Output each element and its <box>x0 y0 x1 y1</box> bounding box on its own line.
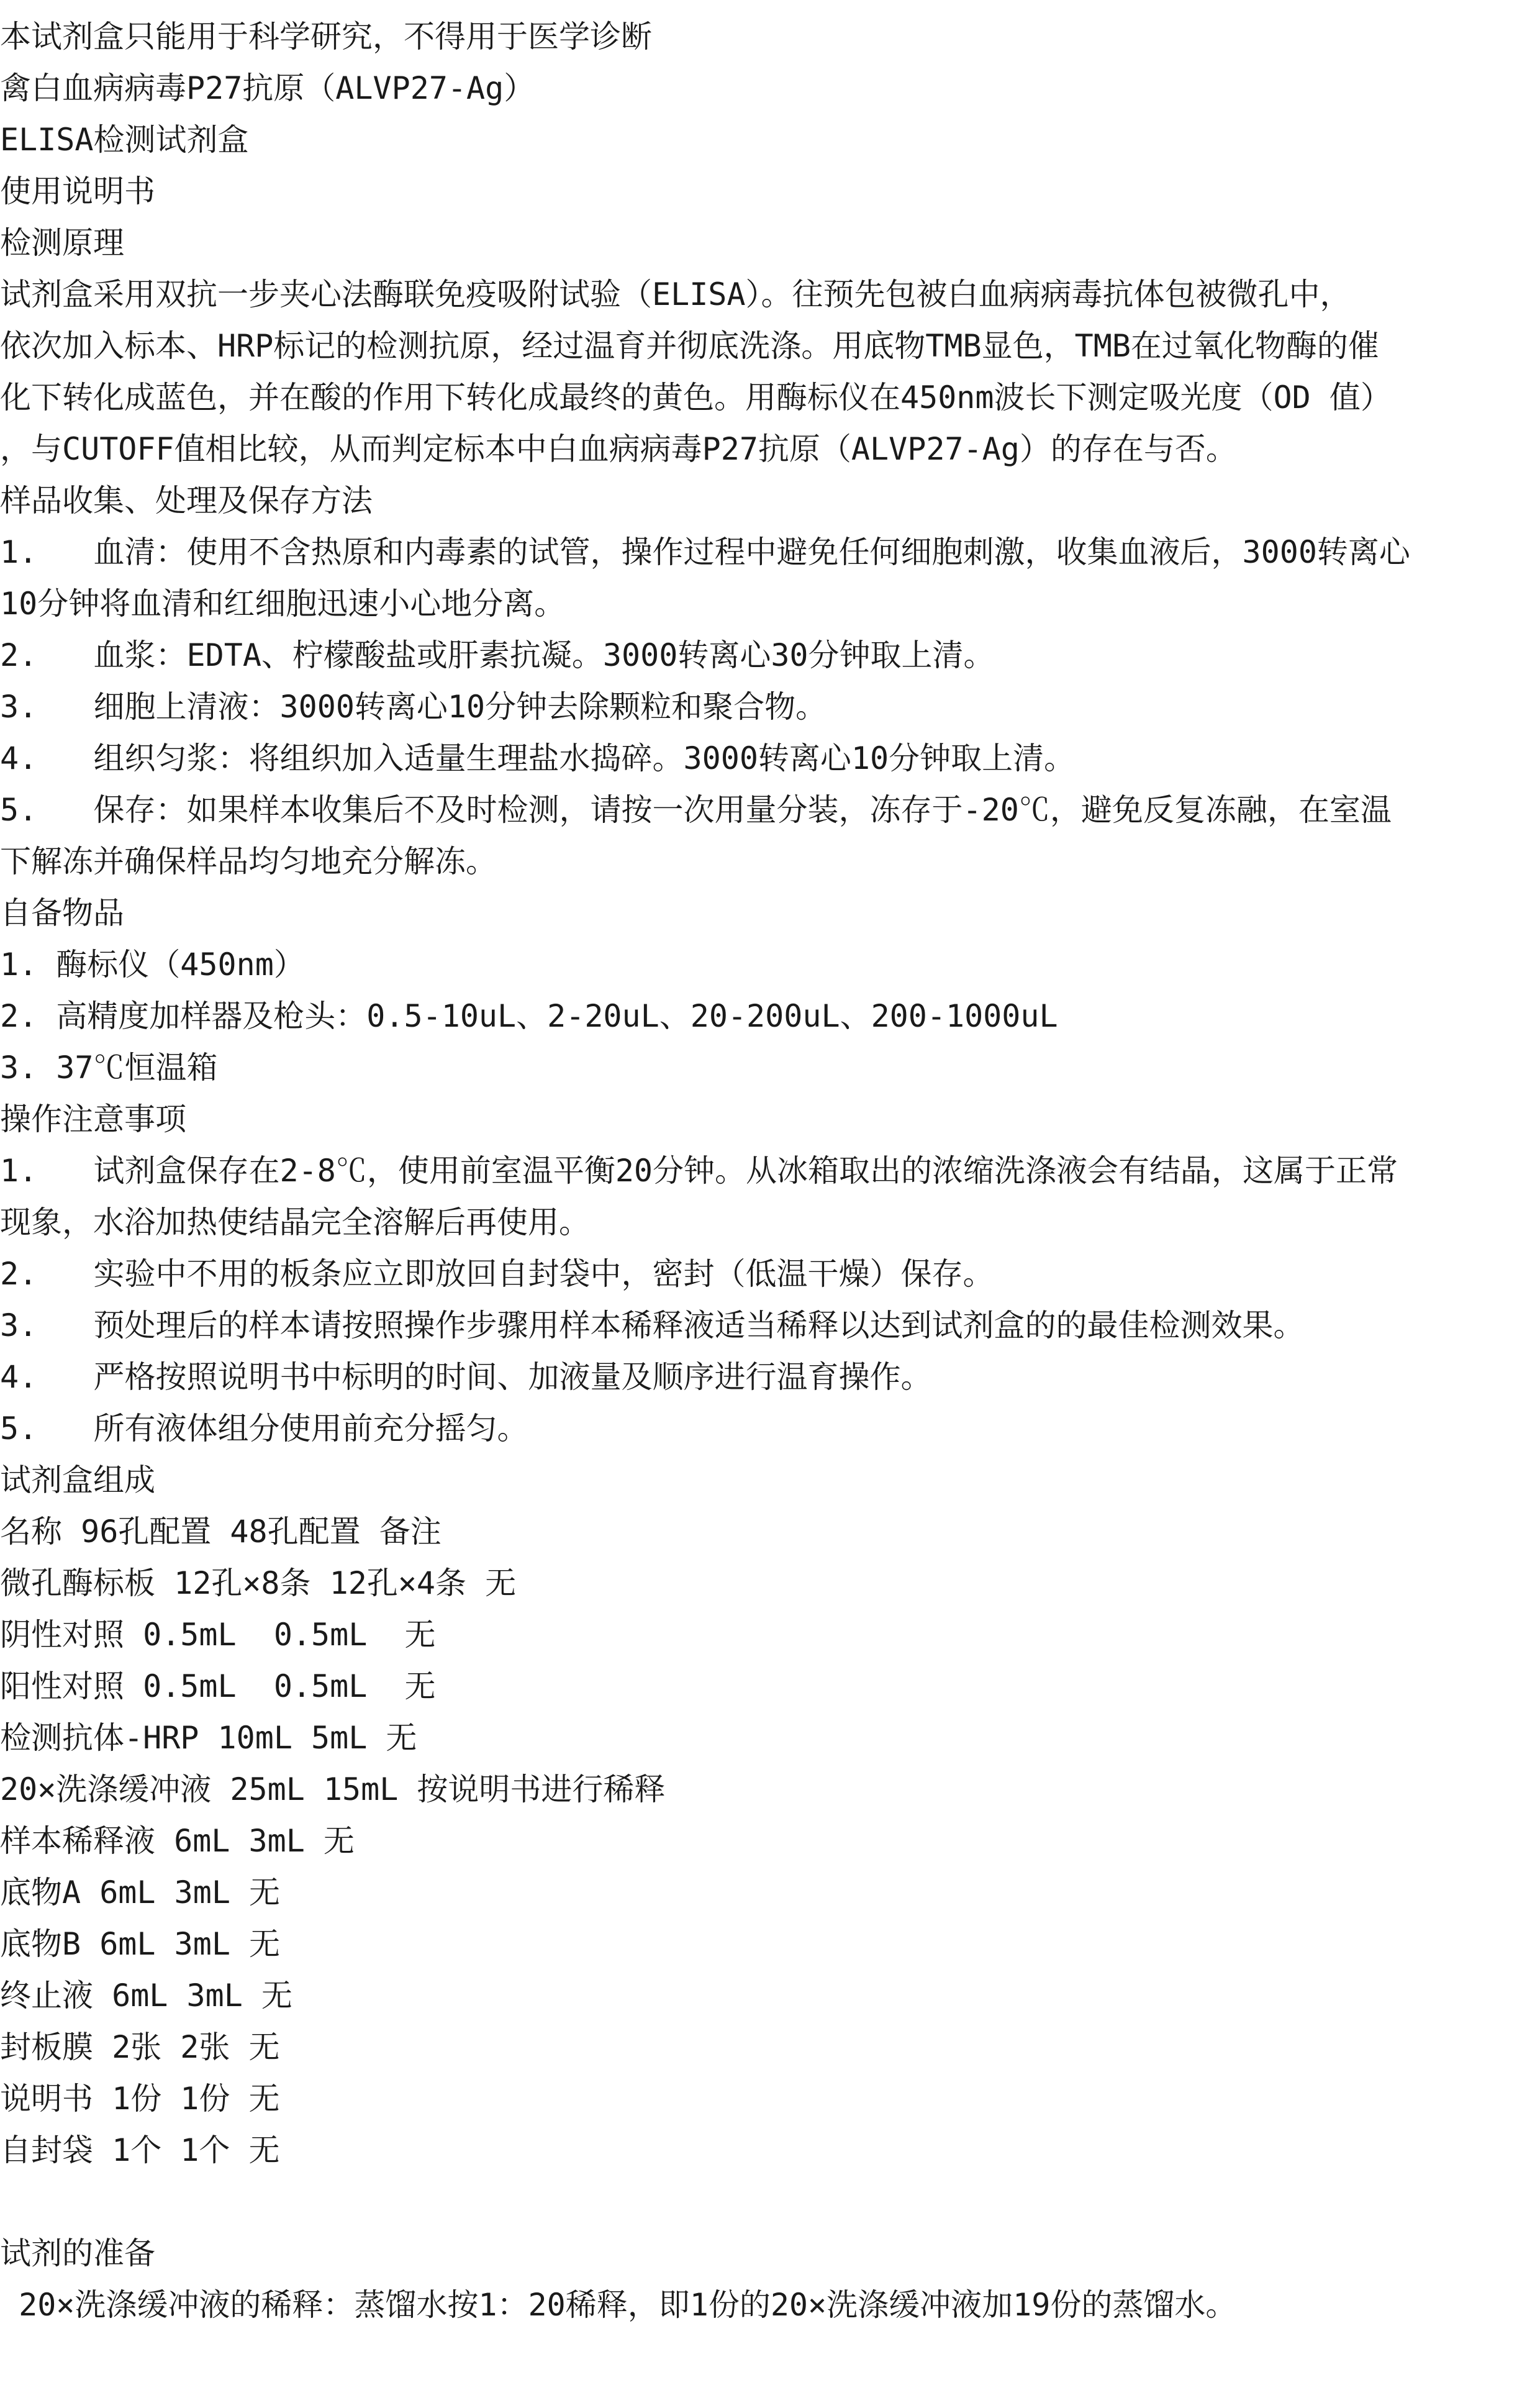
supply-item: 3. 37℃恒温箱 <box>0 1050 218 1086</box>
principle-paragraph-line: 化下转化成蓝色，并在酸的作用下转化成最终的黄色。用酶标仪在450nm波长下测定吸光度（OD 值） <box>0 379 1392 416</box>
section-heading-principle: 检测原理 <box>0 225 124 261</box>
precaution-item: 3. 预处理后的样本请按照操作步骤用样本稀释液适当稀释以达到试剂盒的的最佳检测效果。 <box>0 1307 1305 1343</box>
sample-item-cell-supernatant: 3. 细胞上清液：3000转离心10分钟去除颗粒和聚合物。 <box>0 689 827 725</box>
components-row: 说明书 1份 1份 无 <box>0 2081 280 2117</box>
components-row: 20×洗涤缓冲液 25mL 15mL 按说明书进行稀释 <box>0 1771 666 1807</box>
components-row: 终止液 6mL 3mL 无 <box>0 1978 292 2014</box>
sample-item-storage-cont: 下解冻并确保样品均匀地充分解冻。 <box>0 843 497 879</box>
principle-paragraph-line: 试剂盒采用双抗一步夹心法酶联免疫吸附试验（ELISA）。往预先包被白血病病毒抗体包被微孔中， <box>0 276 1351 312</box>
section-heading-precautions: 操作注意事项 <box>0 1101 186 1137</box>
precaution-item: 1. 试剂盒保存在2-8℃，使用前室温平衡20分钟。从冰箱取出的浓缩洗涤液会有结晶，这属于正常 <box>0 1153 1398 1189</box>
precaution-item-cont: 现象，水浴加热使结晶完全溶解后再使用。 <box>0 1204 590 1240</box>
sample-item-serum: 1. 血清：使用不含热原和内毒素的试管，操作过程中避免任何细胞刺激，收集血液后，3000转离心 <box>0 534 1410 570</box>
components-row: 样本稀释液 6mL 3mL 无 <box>0 1823 355 1859</box>
components-header-row: 名称 96孔配置 48孔配置 备注 <box>0 1514 442 1550</box>
supply-item: 1. 酶标仪（450nm） <box>0 947 305 983</box>
sample-item-serum-cont: 10分钟将血清和红细胞迅速小心地分离。 <box>0 586 566 622</box>
section-heading-reagent-prep: 试剂的准备 <box>0 2235 155 2271</box>
precaution-item: 5. 所有液体组分使用前充分摇匀。 <box>0 1411 528 1447</box>
disclaimer-line: 本试剂盒只能用于科学研究，不得用于医学诊断 <box>0 19 652 55</box>
product-title-line-2: ELISA检测试剂盒 <box>0 122 249 158</box>
precaution-item: 2. 实验中不用的板条应立即放回自封袋中，密封（低温干燥）保存。 <box>0 1256 994 1292</box>
principle-paragraph-line: 依次加入标本、HRP标记的检测抗原，经过温育并彻底洗涤。用底物TMB显色，TMB在过氧化物酶的催 <box>0 328 1379 364</box>
manual-heading: 使用说明书 <box>0 173 155 209</box>
section-heading-sample-handling: 样品收集、处理及保存方法 <box>0 483 373 519</box>
section-heading-self-supplied: 自备物品 <box>0 895 124 931</box>
components-row: 阴性对照 0.5mL 0.5mL 无 <box>0 1617 436 1653</box>
supply-item: 2. 高精度加样器及枪头：0.5-10uL、2-20uL、20-200uL、200-1000uL <box>0 998 1058 1034</box>
precaution-item: 4. 严格按照说明书中标明的时间、加液量及顺序进行温育操作。 <box>0 1359 932 1395</box>
sample-item-tissue-homogenate: 4. 组织匀浆：将组织加入适量生理盐水捣碎。3000转离心10分钟取上清。 <box>0 740 1076 776</box>
sample-item-storage: 5. 保存：如果样本收集后不及时检测，请按一次用量分装，冻存于-20℃，避免反复冻融，在室温 <box>0 792 1392 828</box>
components-row: 封板膜 2张 2张 无 <box>0 2029 280 2065</box>
product-title-line-1: 禽白血病病毒P27抗原（ALVP27-Ag） <box>0 70 535 106</box>
section-heading-kit-components: 试剂盒组成 <box>0 1462 155 1498</box>
components-row: 检测抗体-HRP 10mL 5mL 无 <box>0 1720 417 1756</box>
document-body <box>0 11 1528 2331</box>
reagent-prep-item: 20×洗涤缓冲液的稀释：蒸馏水按1：20稀释，即1份的20×洗涤缓冲液加19份的蒸馏水。 <box>0 2287 1237 2323</box>
blank-spacer <box>0 2176 1528 2228</box>
components-row: 微孔酶标板 12孔×8条 12孔×4条 无 <box>0 1565 517 1601</box>
components-row: 底物B 6mL 3mL 无 <box>0 1926 281 1962</box>
principle-paragraph-line: ，与CUTOFF值相比较，从而判定标本中白血病病毒P27抗原（ALVP27-Ag）的存在与否。 <box>0 431 1237 467</box>
components-row: 阳性对照 0.5mL 0.5mL 无 <box>0 1668 436 1704</box>
components-row: 底物A 6mL 3mL 无 <box>0 1874 281 1910</box>
sample-item-plasma: 2. 血浆：EDTA、柠檬酸盐或肝素抗凝。3000转离心30分钟取上清。 <box>0 637 995 673</box>
components-row: 自封袋 1个 1个 无 <box>0 2132 280 2168</box>
